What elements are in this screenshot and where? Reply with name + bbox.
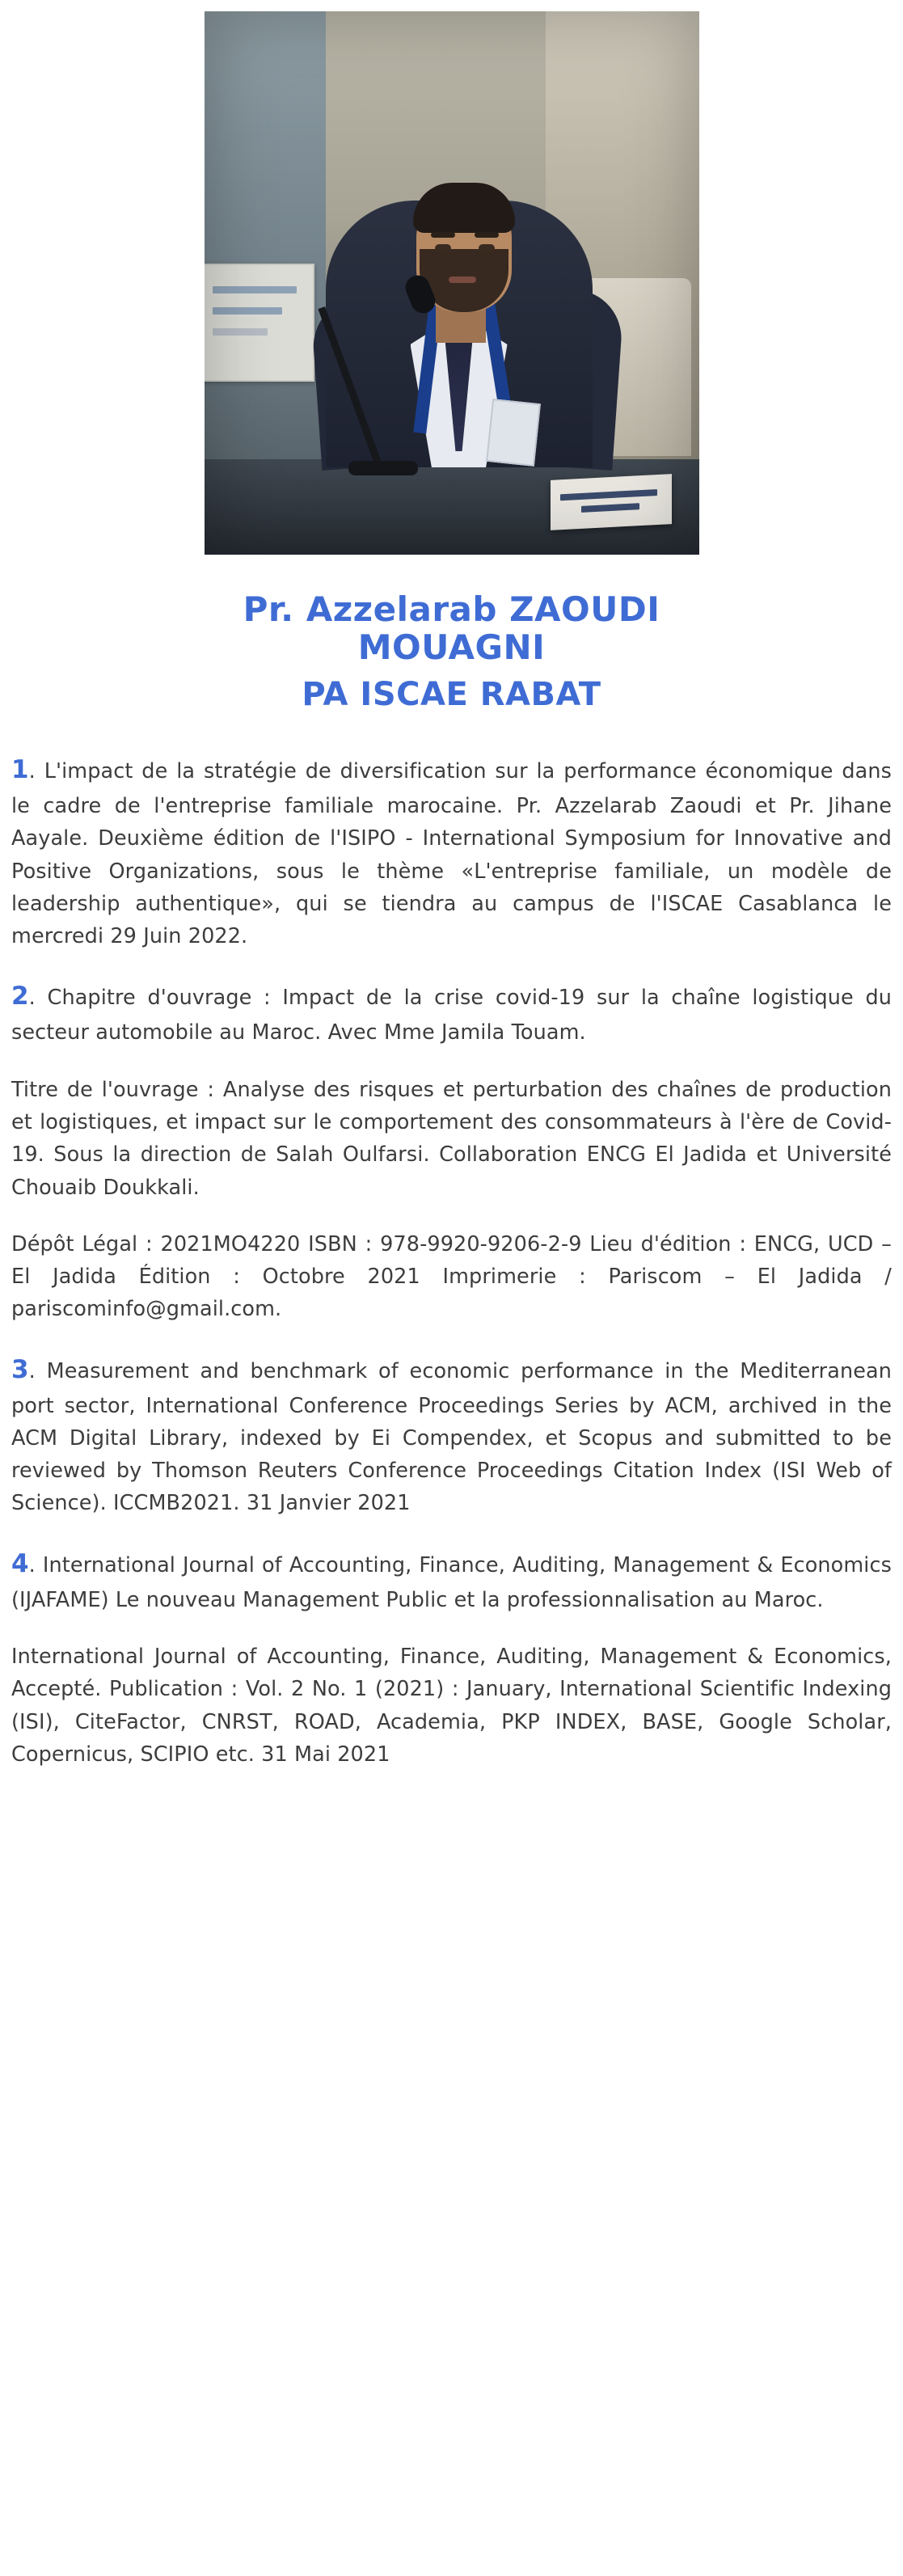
publication-1-paragraph-1: [11, 750, 892, 952]
publication-2-paragraph-1: [11, 977, 892, 1049]
publication-1-number: 1: [11, 755, 29, 785]
portrait-photo-container: [11, 0, 892, 555]
speaker-nameplate: [551, 474, 672, 530]
publication-4-paragraph-1: [11, 1544, 892, 1616]
person-badge: [486, 399, 541, 467]
speaker-name-line-1: Pr. Azzelarab ZAOUDI: [243, 589, 660, 629]
poster-line-3: [213, 328, 268, 336]
publication-2-text-1: . Chapitre d'ouvrage : Impact de la crise covid-19 sur la chaîne logistique du secteur automobile au Maroc. Avec Mme Jamila Touam.: [11, 986, 892, 1045]
publication-2-paragraph-3: Dépôt Légal : 2021MO4220 ISBN : 978-9920-9206-2-9 Lieu d'édition : ENCG, UCD –El Jadida Édition : Octobre 2021 Imprimerie : Pariscom – El Jadida / pariscominfo@gmail.com.: [11, 1231, 892, 1322]
publication-4-text-1: . International Journal of Accounting, Finance, Auditing, Management & Economics (IJAFAME) Le nouveau Management Public et la professionnalisation au Maroc.: [11, 1552, 892, 1612]
person-mouth: [449, 277, 476, 283]
publication-entry-4: [11, 1544, 892, 1771]
nameplate-line-1: [560, 489, 657, 500]
person-eyebrow-right: [475, 232, 499, 238]
person-eye-right: [479, 244, 495, 252]
poster-line-1: [213, 286, 297, 293]
publication-3-number: 3: [11, 1354, 29, 1384]
speaker-portrait-photo: [205, 11, 699, 555]
person-eye-left: [435, 244, 451, 252]
person-hair: [413, 183, 515, 233]
publication-2-paragraph-2: Titre de l'ouvrage : Analyse des risques et perturbation des chaînes de production et logistiques, et impact sur le comportement des consommateurs à l'ère de Covid-19. Sous la direction de Salah Oulfarsi. Collaboration ENCG El Jadida et Université Chouaib Doukkali.: [11, 1077, 892, 1200]
conference-poster: [205, 264, 314, 382]
publication-entry-2: [11, 977, 892, 1325]
person-eyebrow-left: [431, 232, 455, 238]
microphone-base: [348, 461, 418, 475]
speaker-name: [11, 590, 892, 666]
publication-3-paragraph-1: [11, 1350, 892, 1520]
speaker-name-line-2: MOUAGNI: [357, 627, 546, 668]
poster-line-2: [213, 307, 282, 315]
nameplate-line-2: [581, 503, 639, 513]
publication-entry-1: [11, 750, 892, 952]
publications-list: [11, 750, 892, 1771]
publication-3-text-1: . Measurement and benchmark of economic performance in the Mediterranean port sector, International Conference Proceedings Series by ACM, archived in the ACM Digital Library, indexed by Ei Compendex, et Scopus and submitted to be reviewed by Thomson Reuters Conference Proceedings Citation Index (ISI Web of Science). ICCMB2021. 31 Janvier 2021: [11, 1358, 892, 1516]
publication-entry-3: [11, 1350, 892, 1520]
publication-1-text-1: . L'impact de la stratégie de diversification sur la performance économique dans le cadre de l'entreprise familiale marocaine. Pr. Azzelarab Zaoudi et Pr. Jihane Aayale. Deuxième édition de l'ISIPO - International Symposium for Innovative and Positive Organizations, sous le thème «L'entreprise familiale, un modèle de leadership authentique», qui se tiendra au campus de l'ISCAE Casablanca le mercredi 29 Juin 2022.: [11, 759, 892, 949]
speaker-identity-block: [11, 590, 892, 713]
publication-4-number: 4: [11, 1548, 29, 1578]
publication-2-number: 2: [11, 982, 29, 1011]
publication-4-paragraph-2: International Journal of Accounting, Finance, Auditing, Management & Economics, Accepté. Publication : Vol. 2 No. 1 (2021) : January, International Scientific Indexing (ISI), CiteFactor, CNRST, ROAD, Academia, PKP INDEX, BASE, Google Scholar, Copernicus, SCIPIO etc. 31 Mai 2021: [11, 1645, 892, 1767]
speaker-affiliation: PA ISCAE RABAT: [302, 676, 601, 714]
